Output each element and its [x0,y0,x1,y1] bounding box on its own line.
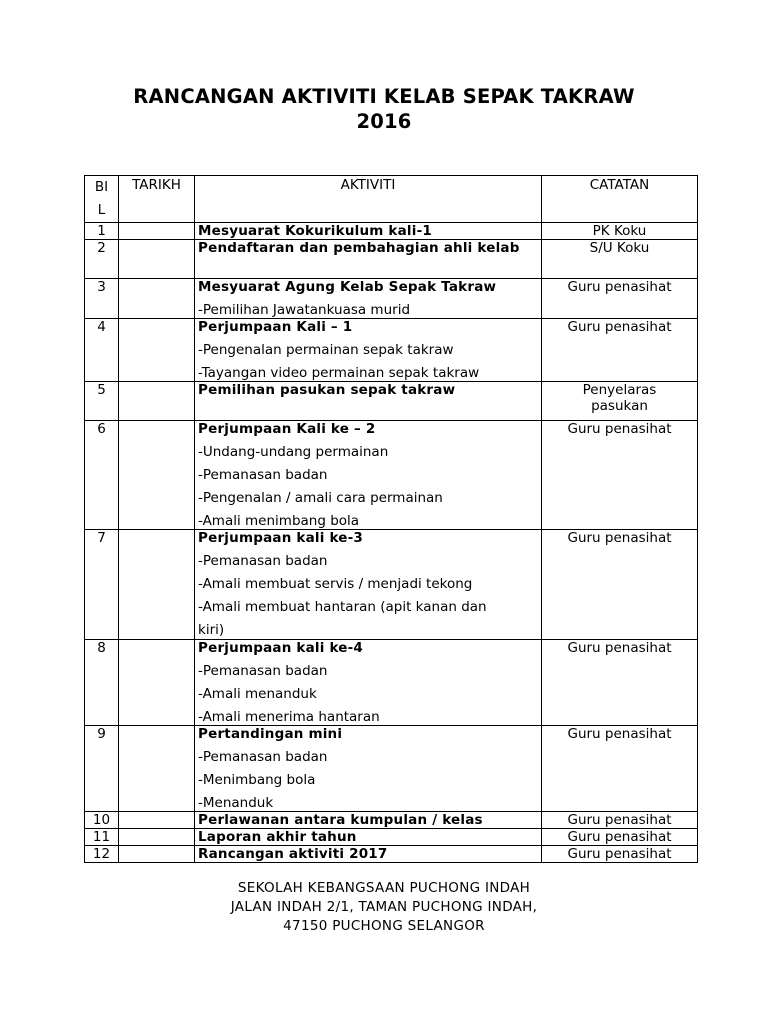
row-aktiviti [195,640,542,726]
row-tarikh [119,640,195,726]
activity-detail: -Pemanasan badan [198,467,328,483]
row-bil: 6 [85,421,119,530]
row-catatan: Guru penasihat [542,726,698,812]
activity-title: Mesyuarat Agung Kelab Sepak Takraw [198,279,497,295]
catatan-line-2: pasukan [591,398,648,414]
table-row [85,846,698,863]
activity-detail: -Amali menimbang bola [198,513,360,529]
row-tarikh [119,812,195,829]
row-catatan: Guru penasihat [542,530,698,640]
row-aktiviti [195,223,542,240]
header-aktiviti: AKTIVITI [195,176,542,223]
row-bil: 5 [85,382,119,421]
row-tarikh [119,846,195,863]
row-tarikh [119,726,195,812]
row-bil: 9 [85,726,119,812]
table-row [85,223,698,240]
row-catatan: PK Koku [542,223,698,240]
header-tarikh: TARIKH [119,176,195,223]
title-line-2: 2016 [356,110,412,133]
activity-detail: -Undang-undang permainan [198,444,389,460]
row-bil: 10 [85,812,119,829]
row-aktiviti [195,240,542,279]
catatan-line-1: Penyelaras [582,382,657,398]
row-aktiviti [195,382,542,421]
table-row [85,829,698,846]
activity-detail: -Pemilihan Jawatankuasa murid [198,302,411,318]
row-aktiviti [195,829,542,846]
activity-detail: -Menanduk [198,795,274,811]
table-header-row [85,176,698,223]
row-catatan: Guru penasihat [542,640,698,726]
row-bil: 1 [85,223,119,240]
activity-title: Perlawanan antara kumpulan / kelas [198,812,483,828]
activity-title: Perjumpaan kali ke-4 [198,640,364,656]
activity-detail: -Amali menanduk [198,686,317,702]
activity-detail: -Pemanasan badan [198,553,328,569]
row-tarikh [119,530,195,640]
row-catatan: Guru penasihat [542,319,698,382]
row-aktiviti [195,319,542,382]
row-tarikh [119,279,195,319]
row-catatan: Guru penasihat [542,846,698,863]
activity-title: Perjumpaan Kali – 1 [198,319,353,335]
row-bil: 12 [85,846,119,863]
row-aktiviti [195,812,542,829]
activity-detail: -Amali membuat hantaran (apit kanan dan [198,599,487,615]
school-name: SEKOLAH KEBANGSAAN PUCHONG INDAH [237,880,531,896]
header-bil: BI L [85,176,119,223]
activity-title: Perjumpaan Kali ke – 2 [198,421,376,437]
table-row [85,279,698,319]
row-bil: 3 [85,279,119,319]
address-line: JALAN INDAH 2/1, TAMAN PUCHONG INDAH, [230,899,538,915]
activity-title: Laporan akhir tahun [198,829,357,845]
row-bil: 11 [85,829,119,846]
row-aktiviti [195,421,542,530]
row-catatan: Guru penasihat [542,421,698,530]
table-row [85,812,698,829]
table-row [85,726,698,812]
activity-title: Perjumpaan kali ke-3 [198,530,364,546]
row-catatan: Guru penasihat [542,829,698,846]
row-tarikh [119,223,195,240]
activity-title: Pemilihan pasukan sepak takraw [198,382,456,398]
row-tarikh [119,319,195,382]
row-catatan: Guru penasihat [542,812,698,829]
row-bil: 8 [85,640,119,726]
school-address [0,879,768,936]
activity-detail: -Tayangan video permainan sepak takraw [198,365,480,381]
activity-detail: -Amali membuat servis / menjadi tekong [198,576,473,592]
activity-detail: -Pengenalan permainan sepak takraw [198,342,454,358]
row-catatan: S/U Koku [542,240,698,279]
activity-plan-table [84,175,698,863]
document-title [0,84,768,134]
activity-title: Pendaftaran dan pembahagian ahli kelab [198,240,520,256]
header-catatan: CATATAN [542,176,698,223]
row-catatan [542,382,698,421]
row-aktiviti [195,726,542,812]
activity-title: Rancangan aktiviti 2017 [198,846,388,862]
row-aktiviti [195,279,542,319]
row-tarikh [119,829,195,846]
row-aktiviti [195,530,542,640]
activity-detail: -Pemanasan badan [198,663,328,679]
postcode-line: 47150 PUCHONG SELANGOR [283,918,485,934]
table-row [85,640,698,726]
row-aktiviti [195,846,542,863]
row-bil: 7 [85,530,119,640]
row-bil: 2 [85,240,119,279]
row-bil: 4 [85,319,119,382]
table-row [85,530,698,640]
activity-detail: -Amali menerima hantaran [198,709,380,725]
table-row [85,421,698,530]
row-tarikh [119,421,195,530]
row-tarikh [119,240,195,279]
activity-detail: -Pengenalan / amali cara permainan [198,490,443,506]
activity-title: Mesyuarat Kokurikulum kali-1 [198,223,432,239]
table-row [85,319,698,382]
activity-detail: -Menimbang bola [198,772,316,788]
activity-detail: -Pemanasan badan [198,749,328,765]
title-line-1: RANCANGAN AKTIVITI KELAB SEPAK TAKRAW [133,85,635,108]
row-catatan: Guru penasihat [542,279,698,319]
table-row [85,382,698,421]
activity-detail: kiri) [198,622,225,638]
activity-title: Pertandingan mini [198,726,343,742]
table-row [85,240,698,279]
row-tarikh [119,382,195,421]
